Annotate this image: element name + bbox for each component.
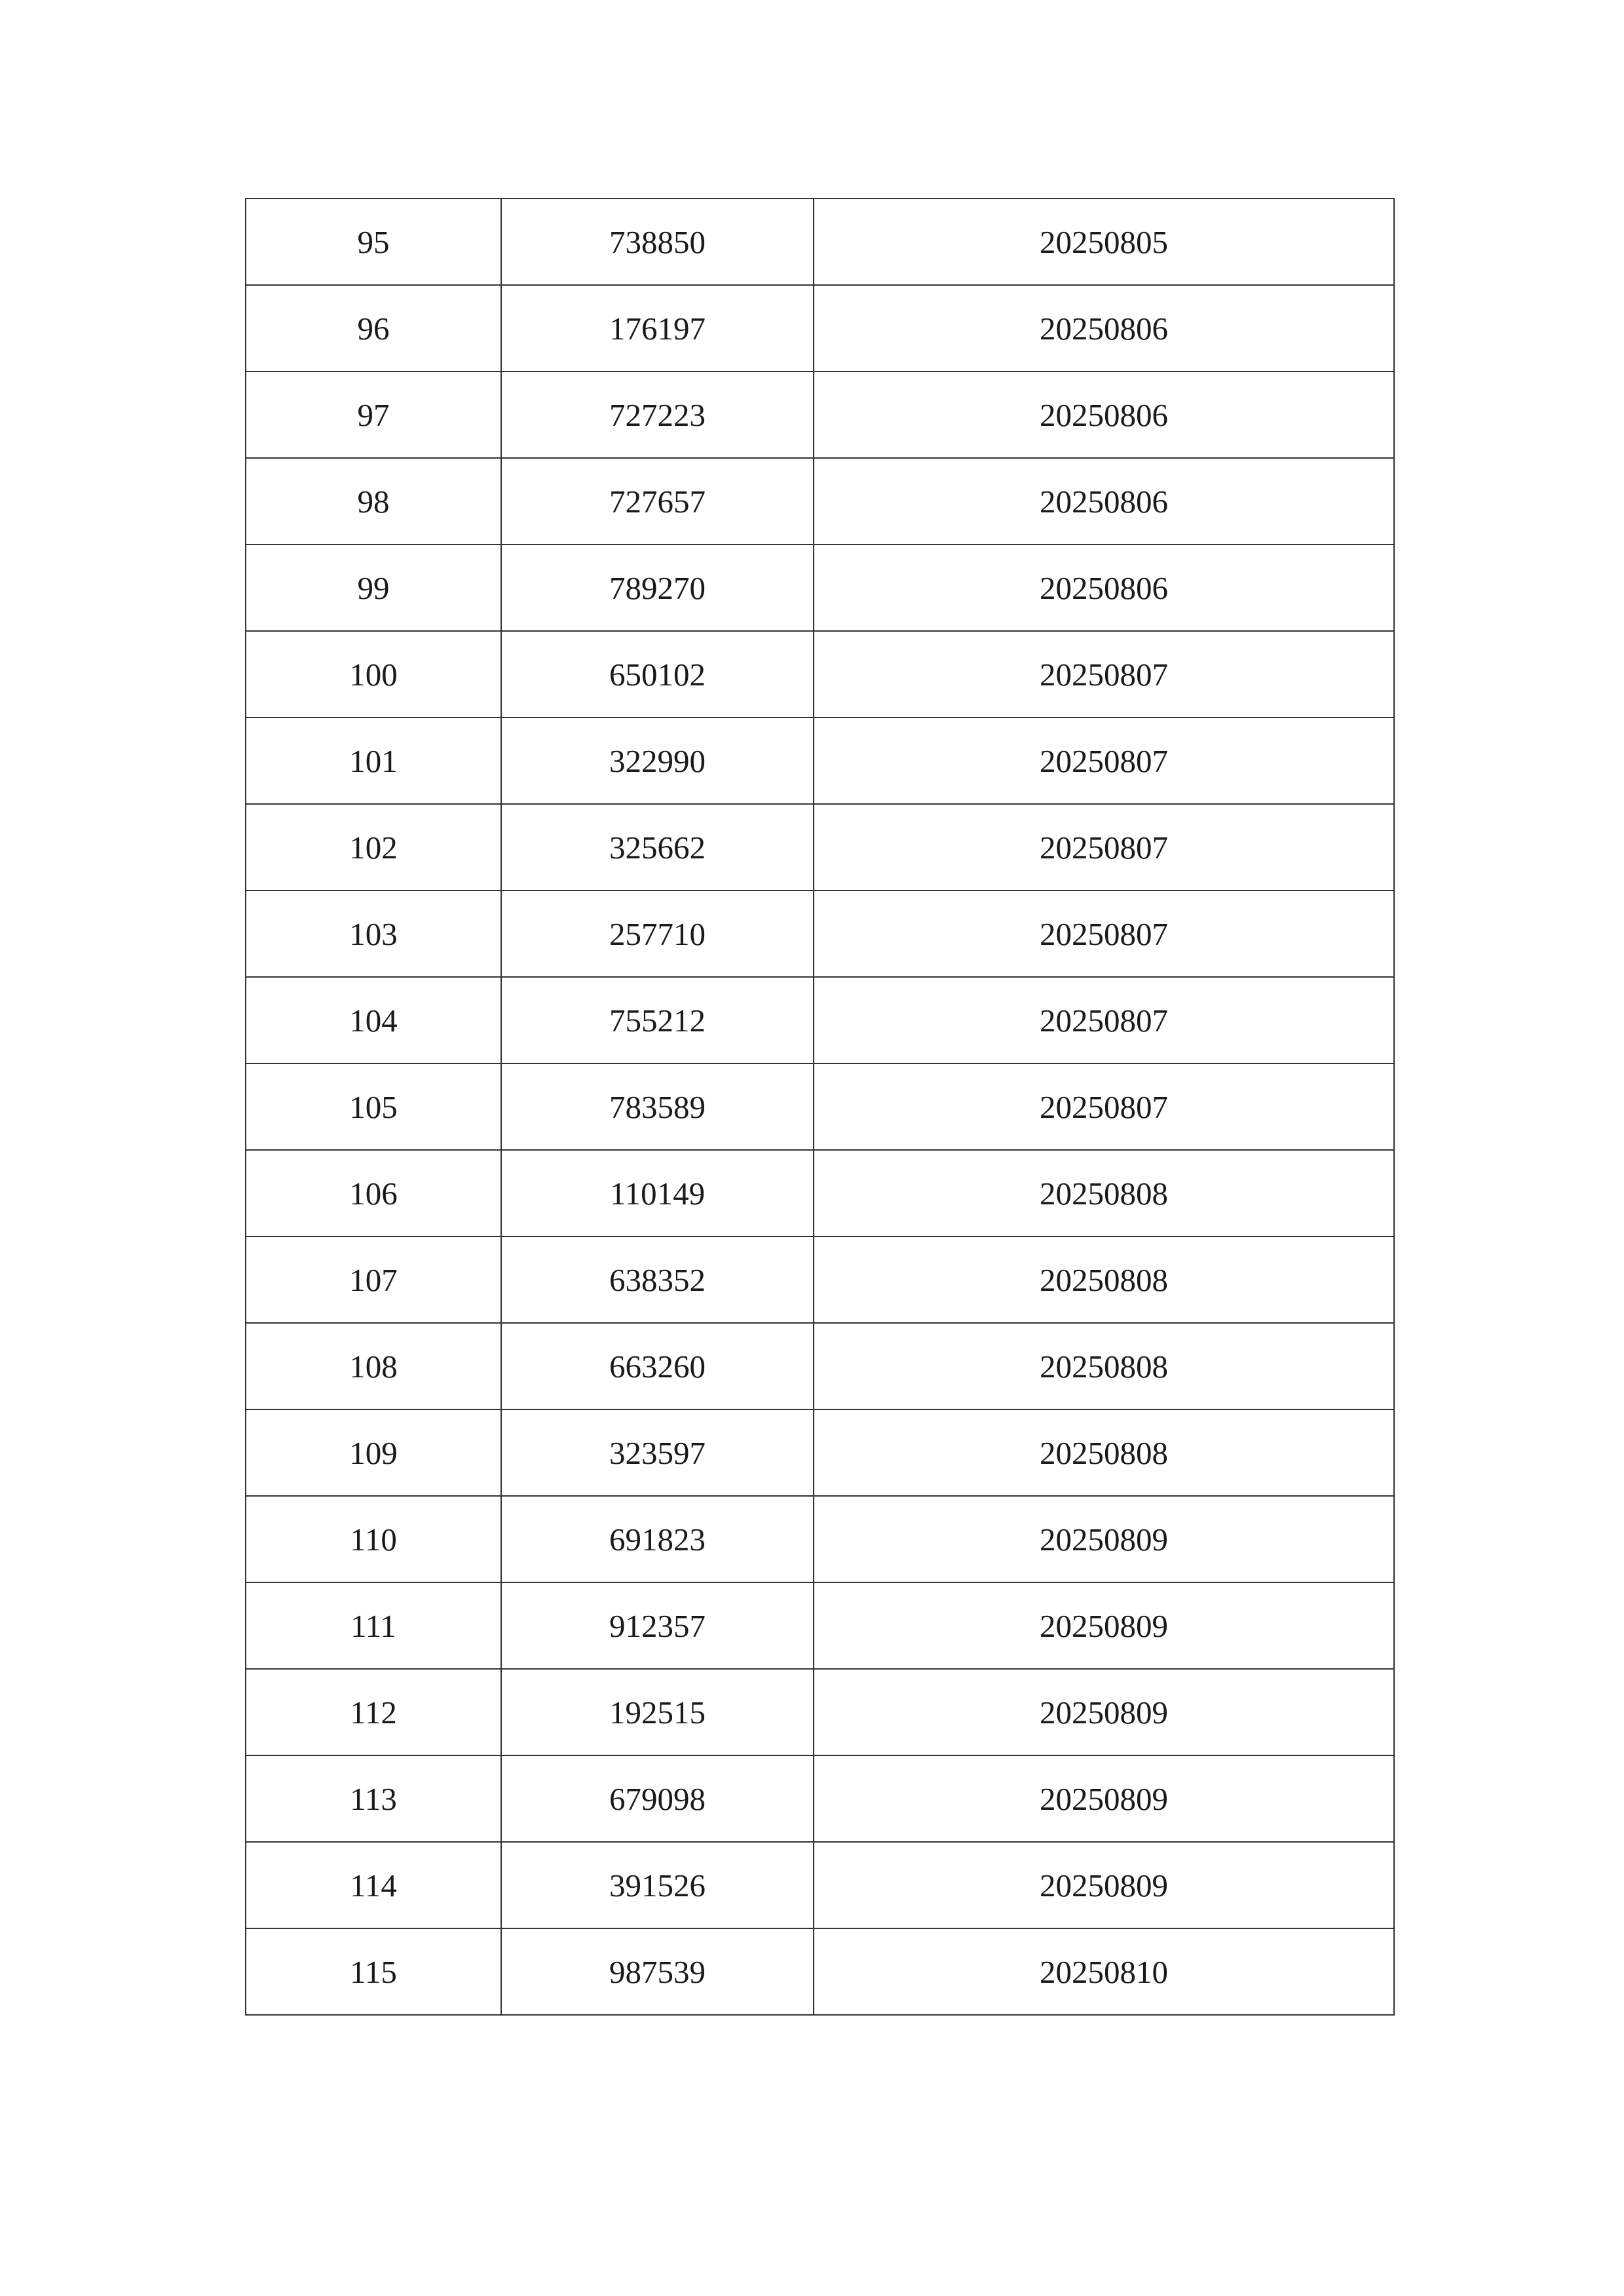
code-cell: 176197 <box>501 285 814 372</box>
code-cell: 638352 <box>501 1236 814 1323</box>
code-cell: 912357 <box>501 1582 814 1669</box>
row-number-cell: 106 <box>246 1150 501 1236</box>
date-cell: 20250808 <box>814 1150 1394 1236</box>
date-cell: 20250807 <box>814 977 1394 1063</box>
code-cell: 192515 <box>501 1669 814 1755</box>
table-row <box>246 372 1394 458</box>
date-cell: 20250806 <box>814 372 1394 458</box>
date-cell: 20250808 <box>814 1323 1394 1409</box>
date-cell: 20250807 <box>814 804 1394 890</box>
code-cell: 783589 <box>501 1063 814 1150</box>
row-number-cell: 113 <box>246 1755 501 1842</box>
row-number-cell: 101 <box>246 718 501 804</box>
row-number-cell: 102 <box>246 804 501 890</box>
table-row <box>246 804 1394 890</box>
row-number-cell: 105 <box>246 1063 501 1150</box>
code-cell: 738850 <box>501 199 814 285</box>
row-number-cell: 109 <box>246 1409 501 1496</box>
code-cell: 755212 <box>501 977 814 1063</box>
table-row <box>246 631 1394 718</box>
date-cell: 20250809 <box>814 1755 1394 1842</box>
table-row <box>246 458 1394 545</box>
row-number-cell: 108 <box>246 1323 501 1409</box>
date-cell: 20250807 <box>814 718 1394 804</box>
table-row <box>246 1236 1394 1323</box>
row-number-cell: 110 <box>246 1496 501 1582</box>
data-table <box>245 198 1395 2016</box>
date-cell: 20250808 <box>814 1409 1394 1496</box>
row-number-cell: 98 <box>246 458 501 545</box>
date-cell: 20250807 <box>814 1063 1394 1150</box>
table-row <box>246 199 1394 285</box>
code-cell: 650102 <box>501 631 814 718</box>
code-cell: 789270 <box>501 545 814 631</box>
table-row <box>246 1928 1394 2015</box>
date-cell: 20250809 <box>814 1582 1394 1669</box>
code-cell: 691823 <box>501 1496 814 1582</box>
date-cell: 20250810 <box>814 1928 1394 2015</box>
table-row <box>246 1063 1394 1150</box>
date-cell: 20250809 <box>814 1496 1394 1582</box>
table-row <box>246 1323 1394 1409</box>
table-row <box>246 1409 1394 1496</box>
date-cell: 20250808 <box>814 1236 1394 1323</box>
table-row <box>246 1582 1394 1669</box>
date-cell: 20250807 <box>814 890 1394 977</box>
code-cell: 323597 <box>501 1409 814 1496</box>
row-number-cell: 97 <box>246 372 501 458</box>
code-cell: 663260 <box>501 1323 814 1409</box>
date-cell: 20250807 <box>814 631 1394 718</box>
code-cell: 391526 <box>501 1842 814 1928</box>
row-number-cell: 100 <box>246 631 501 718</box>
row-number-cell: 96 <box>246 285 501 372</box>
code-cell: 322990 <box>501 718 814 804</box>
row-number-cell: 112 <box>246 1669 501 1755</box>
date-cell: 20250809 <box>814 1669 1394 1755</box>
code-cell: 679098 <box>501 1755 814 1842</box>
table-row <box>246 1669 1394 1755</box>
table-row <box>246 1496 1394 1582</box>
row-number-cell: 115 <box>246 1928 501 2015</box>
table-row <box>246 890 1394 977</box>
date-cell: 20250809 <box>814 1842 1394 1928</box>
table-body <box>246 199 1394 2015</box>
code-cell: 325662 <box>501 804 814 890</box>
date-cell: 20250806 <box>814 458 1394 545</box>
row-number-cell: 107 <box>246 1236 501 1323</box>
row-number-cell: 111 <box>246 1582 501 1669</box>
table-row <box>246 977 1394 1063</box>
code-cell: 727223 <box>501 372 814 458</box>
table-row <box>246 1842 1394 1928</box>
row-number-cell: 104 <box>246 977 501 1063</box>
row-number-cell: 99 <box>246 545 501 631</box>
table-row <box>246 1755 1394 1842</box>
row-number-cell: 114 <box>246 1842 501 1928</box>
table-row <box>246 1150 1394 1236</box>
table-row <box>246 285 1394 372</box>
table-row <box>246 545 1394 631</box>
date-cell: 20250806 <box>814 285 1394 372</box>
row-number-cell: 103 <box>246 890 501 977</box>
date-cell: 20250806 <box>814 545 1394 631</box>
table-row <box>246 718 1394 804</box>
code-cell: 987539 <box>501 1928 814 2015</box>
date-cell: 20250805 <box>814 199 1394 285</box>
code-cell: 257710 <box>501 890 814 977</box>
code-cell: 727657 <box>501 458 814 545</box>
row-number-cell: 95 <box>246 199 501 285</box>
code-cell: 110149 <box>501 1150 814 1236</box>
